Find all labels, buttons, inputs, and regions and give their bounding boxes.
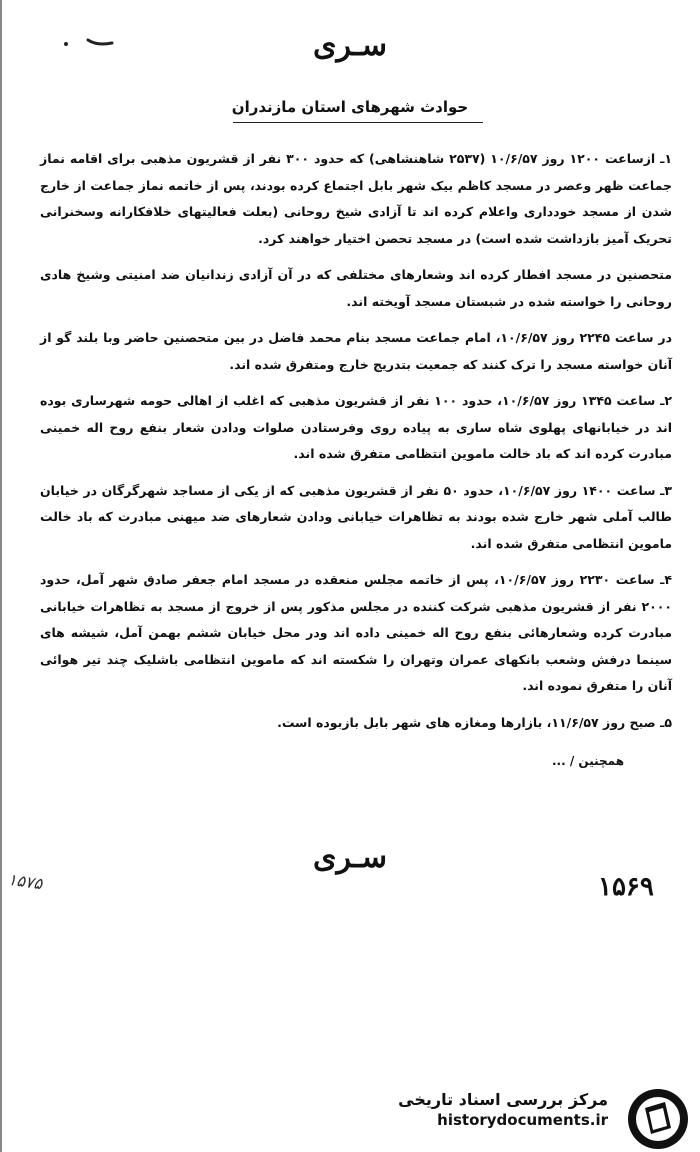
- classification-header: سـرى: [313, 28, 387, 63]
- classification-footer: سـرى: [313, 840, 387, 875]
- scan-edge-line: [0, 0, 2, 1152]
- watermark: [398, 1090, 608, 1129]
- handwritten-note: ۱۵۷۵: [6, 869, 44, 894]
- title-underline: [233, 122, 483, 123]
- report-item-2: ۲ـ ساعت ۱۳۴۵ روز ۱۰/۶/۵۷، حدود ۱۰۰ نفر از قشریون مذهبی که اغلب از اهالی حومه شهرساری بوده اند در خیابانهای پهلوی شاه ساری به پیاده روی وفرستادن صلوات ودادن شعار بنفع روح اله خمینی مبادرت کرده اند که باد خالت ماموین انتظامی متفرق شده اند.: [40, 393, 672, 461]
- watermark-name: مرکز بررسی اسناد تاریخی: [398, 1090, 608, 1109]
- archive-logo-icon: [625, 1086, 691, 1152]
- continuation-note: همچنین / ...: [552, 754, 625, 768]
- report-item-5: ۵ـ صبح روز ۱۱/۶/۵۷، بازارها ومغازه های شهر بابل بازبوده است.: [277, 714, 672, 730]
- page-number: ۱۵۶۹: [598, 872, 654, 902]
- report-item-1-continued: متحصنین در مسجد افطار کرده اند وشعارهای مختلفی که در آن آزادی زندانیان ضد امنیتی وشیخ هادی روحانی را خواسته شده در شبستان مسجد آویخته اند.: [40, 267, 672, 309]
- report-title: حوادث شهرهای استان مازندران: [231, 98, 469, 116]
- report-item-1: ۱ـ ازساعت ۱۲۰۰ روز ۱۰/۶/۵۷ (۲۵۳۷ شاهنشاهی) که حدود ۳۰۰ نفر از قشریون مذهبی برای اقامه نماز جماعت ظهر وعصر در مسجد کاظم بیک شهر بابل اجتماع کرده بودند، پس از خاتمه نماز جماعت از خارج شدن از مسجد خودداری واعلام کرده اند تا آزادی شیخ روحانی (بعلت فعالیتهای خلافکارانه وسخنرانی تحریک آمیز بازداشت شده است) در مسجد تحصن اختیار خواهند کرد.: [40, 151, 672, 246]
- report-body: [40, 146, 672, 775]
- report-item-3: ۳ـ ساعت ۱۴۰۰ روز ۱۰/۶/۵۷، حدود ۵۰ نفر از قشریون مذهبی که از یکی از مساجد شهرگرگان در خیابان طالب آملی شهر خارج شده بودند به تظاهرات خیابانی ودادن شعارهای ضد میهنی مبادرت که باد خالت ماموین انتظامی متفرق شده اند.: [40, 482, 673, 551]
- report-item-1-resolution: در ساعت ۲۲۴۵ روز ۱۰/۶/۵۷، امام جماعت مسجد بنام محمد فاضل در بین متحصنین حاضر وبا بلند گو از آنان خواسته مسجد را ترک کنند که جمعیت بتدریج خارج ومتفرق شده اند.: [40, 330, 672, 372]
- watermark-url: historydocuments.ir: [437, 1111, 608, 1129]
- report-item-4: ۴ـ ساعت ۲۲۳۰ روز ۱۰/۶/۵۷، پس از خاتمه مجلس منعقده در مسجد امام جعفر صادق شهر آمل، حدود ۲۰۰۰ نفر از قشریون مذهبی شرکت کننده در مجلس مذکور پس از خروج از مسجد به تظاهرات خیابانی مبادرت کرده وشعارهائی بنفع روح اله خمینی داده اند ودر محل خیابان ششم بهمن آمل، شیشه های سینما درفش وشعب بانکهای عمران وتهران را شکسته اند که ماموین انتظامی باشلیک چند تیر هوائی آنان را متفرق نموده اند.: [40, 572, 673, 693]
